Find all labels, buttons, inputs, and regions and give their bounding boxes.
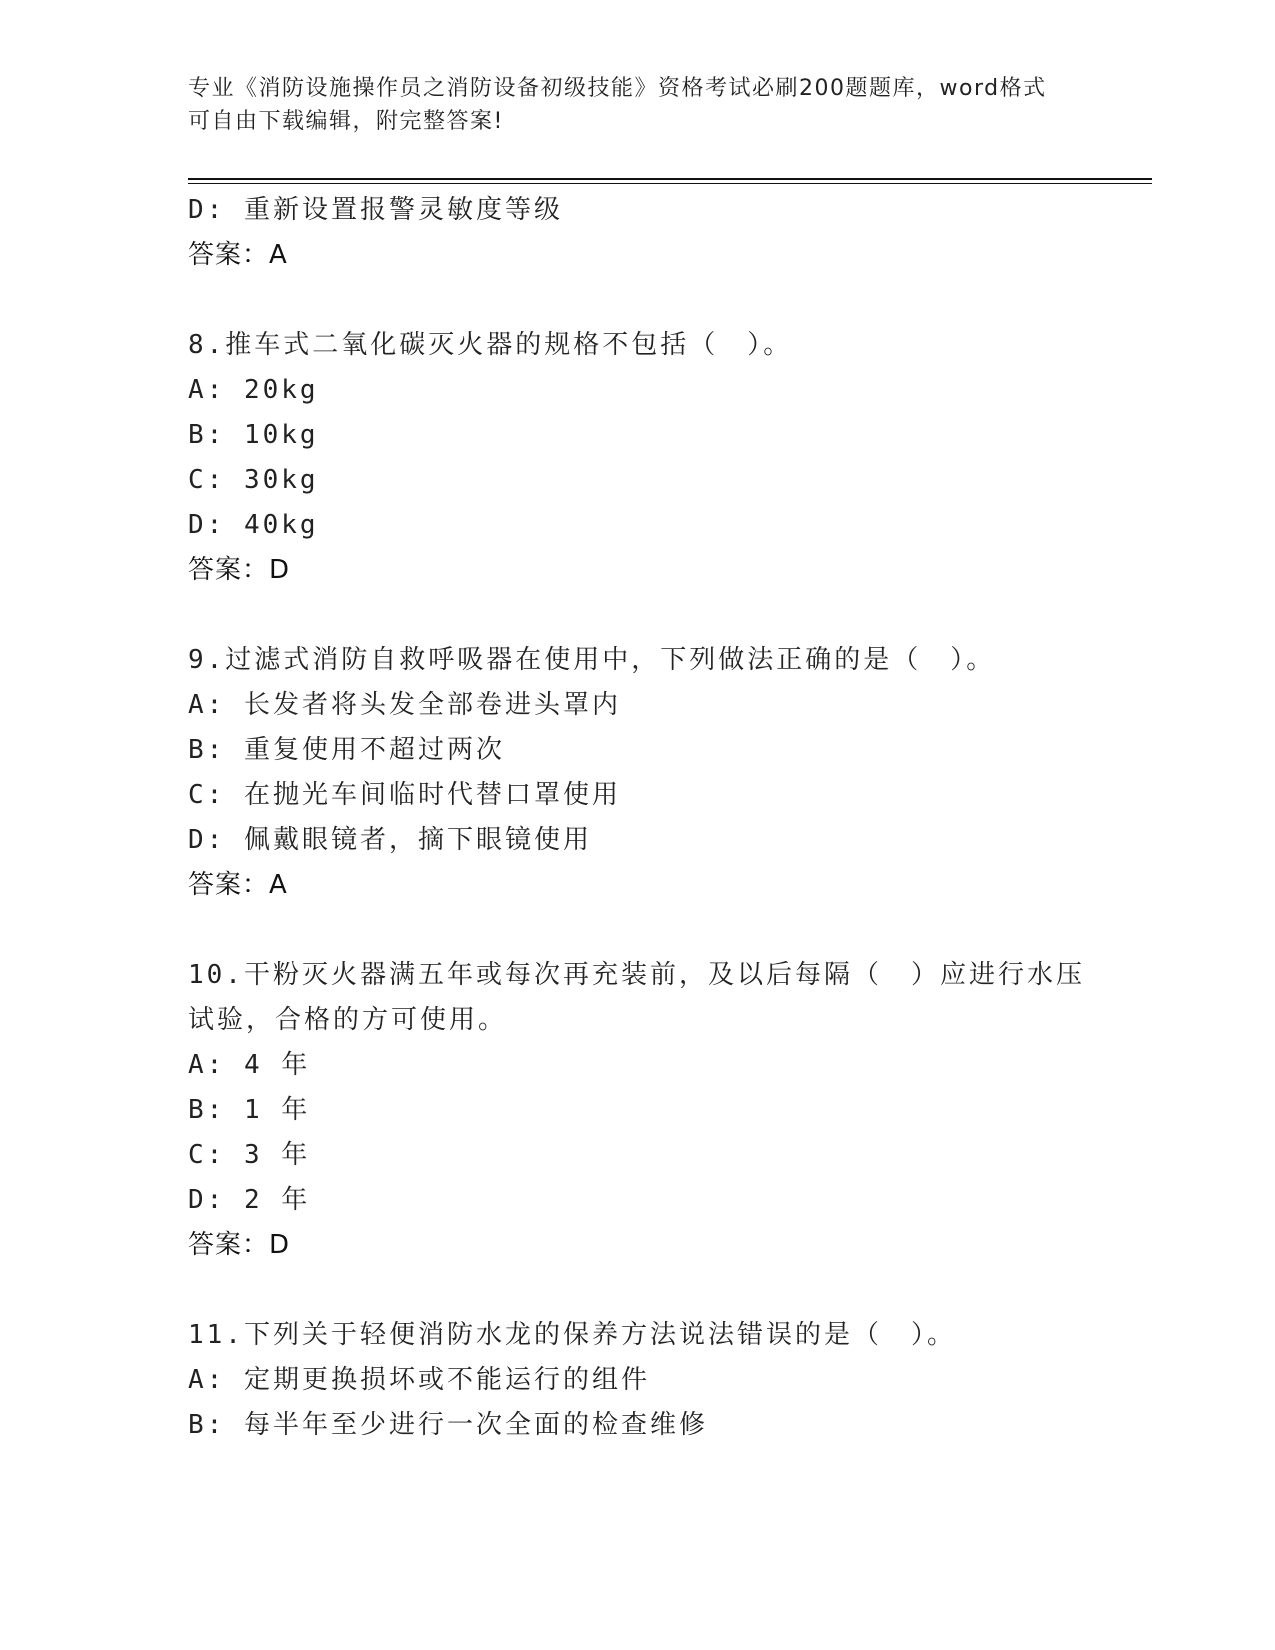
question-answer: 答案：D (188, 1230, 291, 1260)
document-header: 专业《消防设施操作员之消防设备初级技能》资格考试必刷200题题库，word格式可自由下载编辑，附完整答案! (188, 76, 1047, 134)
question-title: 11.下列关于轻便消防水龙的保养方法说法错误的是（ ）。 (188, 1320, 956, 1350)
question-9 (188, 638, 1088, 908)
question-option: C: 3 年 (188, 1140, 311, 1170)
question-answer: 答案：D (188, 555, 291, 585)
question-option: A: 长发者将头发全部卷进头罩内 (188, 690, 621, 720)
question-answer: 答案：A (188, 240, 288, 270)
question-option: A: 20kg (188, 375, 319, 405)
header-divider (188, 178, 1152, 180)
question-option: D: 40kg (188, 510, 319, 540)
question-option: D: 佩戴眼镜者，摘下眼镜使用 (188, 825, 592, 855)
question-option: D: 2 年 (188, 1185, 311, 1215)
question-10 (188, 953, 1088, 1268)
question-title: 9.过滤式消防自救呼吸器在使用中，下列做法正确的是（ ）。 (188, 645, 996, 675)
question-option: A: 定期更换损坏或不能运行的组件 (188, 1365, 650, 1395)
question-option: A: 4 年 (188, 1050, 311, 1080)
question-option: B: 1 年 (188, 1095, 311, 1125)
question-8 (188, 323, 1088, 593)
question-option: B: 每半年至少进行一次全面的检查维修 (188, 1410, 708, 1440)
header-divider-thin (188, 183, 1152, 184)
question-option: D: 重新设置报警灵敏度等级 (188, 195, 563, 225)
question-title: 8.推车式二氧化碳灭火器的规格不包括（ ）。 (188, 330, 793, 360)
question-option: B: 重复使用不超过两次 (188, 735, 505, 765)
question-option: B: 10kg (188, 420, 319, 450)
question-list (188, 188, 1088, 1448)
question-answer: 答案：A (188, 870, 288, 900)
question-option: C: 30kg (188, 465, 319, 495)
question-title: 10.干粉灭火器满五年或每次再充装前，及以后每隔（ ）应进行水压试验，合格的方可使用。 (188, 960, 1085, 1035)
question-11 (188, 1313, 1088, 1448)
question-option: C: 在抛光车间临时代替口罩使用 (188, 780, 621, 810)
